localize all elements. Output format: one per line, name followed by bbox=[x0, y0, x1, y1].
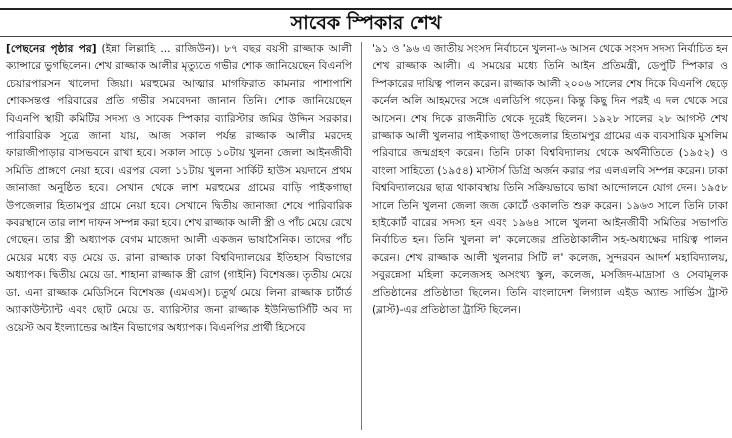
continuation-marker: [পেছনের পৃষ্ঠার পর] bbox=[6, 43, 97, 55]
headline-rule bbox=[0, 36, 732, 37]
column-divider bbox=[361, 42, 362, 430]
headline: সাবেক স্পিকার শেখ bbox=[290, 12, 442, 34]
left-column-text: (ইন্না লিল্লাহি ... রাজিউন)। ৮৭ বছর বয়সী রাজ্জাক আলী ক্যান্সারে ভুগছিলেন। শেখ রাজ্জাক আলীর মৃত্যুতে গভীর শোক জানিয়েছেন বিএনপি চেয়ারপারসন খালেদা জিয়া। মরহুমের আত্মার মাগফিরাত কামনার পাশাপাশি শোকসন্তপ্ত পরিবারের প্রতি গভীর সমবেদনা জানান তিনি। শোক জানিয়েছেন বিএনপি স্থায়ী কমিটির সদস্য ও সাবেক স্পিকার ব্যারিস্টার জমির উদ্দিন সরকার। পারিবারিক সূত্রে জানা যায়, আজ সকাল পর্যন্ত রাজ্জাক আলীর মরদেহ ফারাজীপাড়ার বাসভবনে রাখা হবে। সকাল সাড়ে ১০টায় খুলনা জেলা আইনজীবী সমিতি প্রাঙ্গণে নেয়া হবে। এরপর বেলা ১১টায় খুলনা সার্কিট হাউস ময়দানে প্রথম জানাজা অনুষ্ঠিত হবে। সেখান থেকে লাশ মরহুমের গ্রামের বাড়ি পাইকগাছা উপজেলার হিতামপুর গ্রামে নেয়া হবে। সেখানে দ্বিতীয় জানাজা শেষে পারিবারিক কবরস্থানে তার লাশ দাফন সম্পন্ন করা হবে। শেখ রাজ্জাক আলী স্ত্রী ও পাঁচ মেয়ে রেখে গেছেন। তার স্ত্রী অধ্যাপক বেগম মাজেদা আলী একজন ভাষাসৈনিক। তাদের পাঁচ মেয়ের মধ্যে বড় মেয়ে ড. রানা রাজ্জাক ঢাকা বিশ্ববিদ্যালয়ের ইতিহাস বিভাগের অধ্যাপক। দ্বিতীয় মেয়ে ডা. শাহানা রাজ্জাক স্ত্রী রোগ (গাইনি) বিশেষজ্ঞ। তৃতীয় মেয়ে ডা. এনা রাজ্জাক মেডিসিনে বিশেষজ্ঞ (এমএস)। চতুর্থ মেয়ে লিনা রাজ্জাক চার্টার্ড অ্যাকাউন্ট্যান্ট এবং ছোট মেয়ে ড. ব্যারিস্টার জনা রাজ্জাক ইউনিভার্সিটি অব দ্য ওয়েস্ট অব ইংল্যান্ডের আইন বিভাগের অধ্যাপক। বিএনপির প্রার্থী হিসেবে bbox=[6, 43, 352, 334]
right-column-text: '৯১ ও '৯৬ এ জাতীয় সংসদ নির্বাচনে খুলনা-৬ আসন থেকে সংসদ সদস্য নির্বাচিত হন শেখ রাজ্জাক আলী। এ সময়ের মধ্যে তিনি আইন প্রতিমন্ত্রী, ডেপুটি স্পিকার ও স্পিকারের দায়িত্ব পালন করেন। রাজ্জাক আলী ২০০৬ সালের শেষ দিকে বিএনপি ছেড়ে কর্নেল অলি আহমদের সঙ্গে এলডিপি গড়েন। কিন্তু কিছু দিন পরই এ দল থেকে সরে আসেন। শেষ দিকে রাজনীতি থেকে দূরেই ছিলেন। ১৯২৮ সালের ২৮ আগস্ট শেখ রাজ্জাক আলী খুলনার পাইকগাছা উপজেলার হিতামপুর গ্রামের এক ব্যবসায়িক মুসলিম পরিবারে জন্মগ্রহণ করেন। তিনি ঢাকা বিশ্ববিদ্যালয় থেকে অর্থনীতিতে (১৯৫২) ও বাংলা সাহিত্যে (১৯৫৪) মাস্টার্স ডিগ্রি অর্জন করার পর এলএলবি সম্পন্ন করেন। ঢাকা বিশ্ববিদ্যালয়ের ছাত্র থাকাবস্থায় তিনি সক্রিয়ভাবে ভাষা আন্দোলনে যোগ দেন। ১৯৫৮ সালে তিনি খুলনা জেলা জজ কোর্টে ওকালতি শুরু করেন। ১৯৬৩ সালে তিনি ঢাকা হাইকোর্ট বারের সদস্য হন এবং ১৯৬৪ সালে খুলনা আইনজীবী সমিতির সভাপতি নির্বাচিত হন। তিনি খুলনা ল' কলেজের প্রতিষ্ঠাকালীন সহ-অধ্যক্ষের দায়িত্ব পালন করেন। শেখ রাজ্জাক আলী খুলনার সিটি ল' কলেজ, সুন্দরবন আদর্শ মহাবিদ্যালয়, সবুরন্নেসা মহিলা কলেজসহ অসংখ্য স্কুল, কলেজ, মসজিদ-মাদ্রাসা ও সেবামূলক প্রতিষ্ঠানের প্রতিষ্ঠাতা ছিলেন। তিনি বাংলাদেশ লিগ্যাল এইড অ্যান্ড সার্ভিস ট্রাস্ট (ব্লাস্ট)-এর প্রতিষ্ঠাতা ট্রাস্টি ছিলেন। bbox=[372, 43, 728, 317]
article-column-right bbox=[372, 41, 728, 435]
article-column-left bbox=[6, 41, 352, 435]
